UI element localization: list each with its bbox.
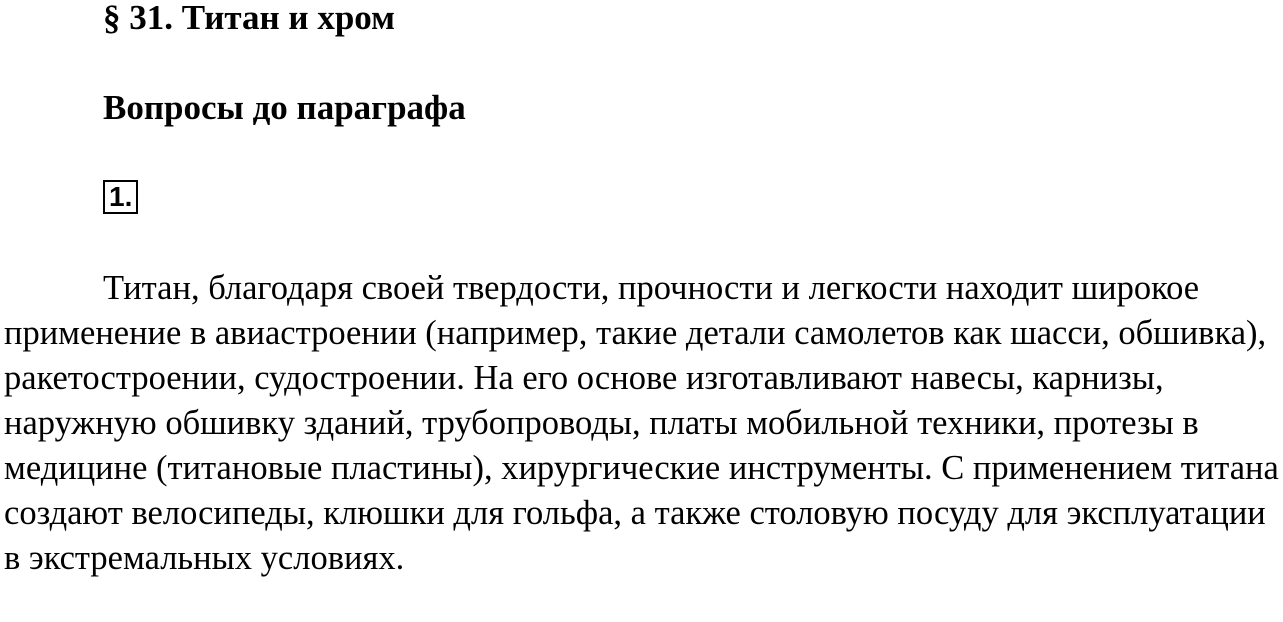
subsection-title: Вопросы до параграфа bbox=[103, 88, 466, 127]
answer-paragraph: Титан, благодаря своей твердости, прочности и легкости находит широкое применение в авиастроении (например, такие детали самолетов как шасси, обшивка), ракетостроении, судостроении. На его основе изготавливают навесы, карнизы, наружную обшивку зданий, трубопроводы, платы мобильной техники, протезы в медицине (титановые пластины), хирургические инструменты. С применением титана создают велосипеды, клюшки для гольфа, а также столовую посуду для эксплуатации в экстремальных условиях. bbox=[4, 269, 1279, 577]
question-number-box: 1. bbox=[103, 180, 138, 214]
question-number bbox=[103, 178, 138, 214]
section-title: § 31. Титан и хром bbox=[103, 0, 395, 37]
